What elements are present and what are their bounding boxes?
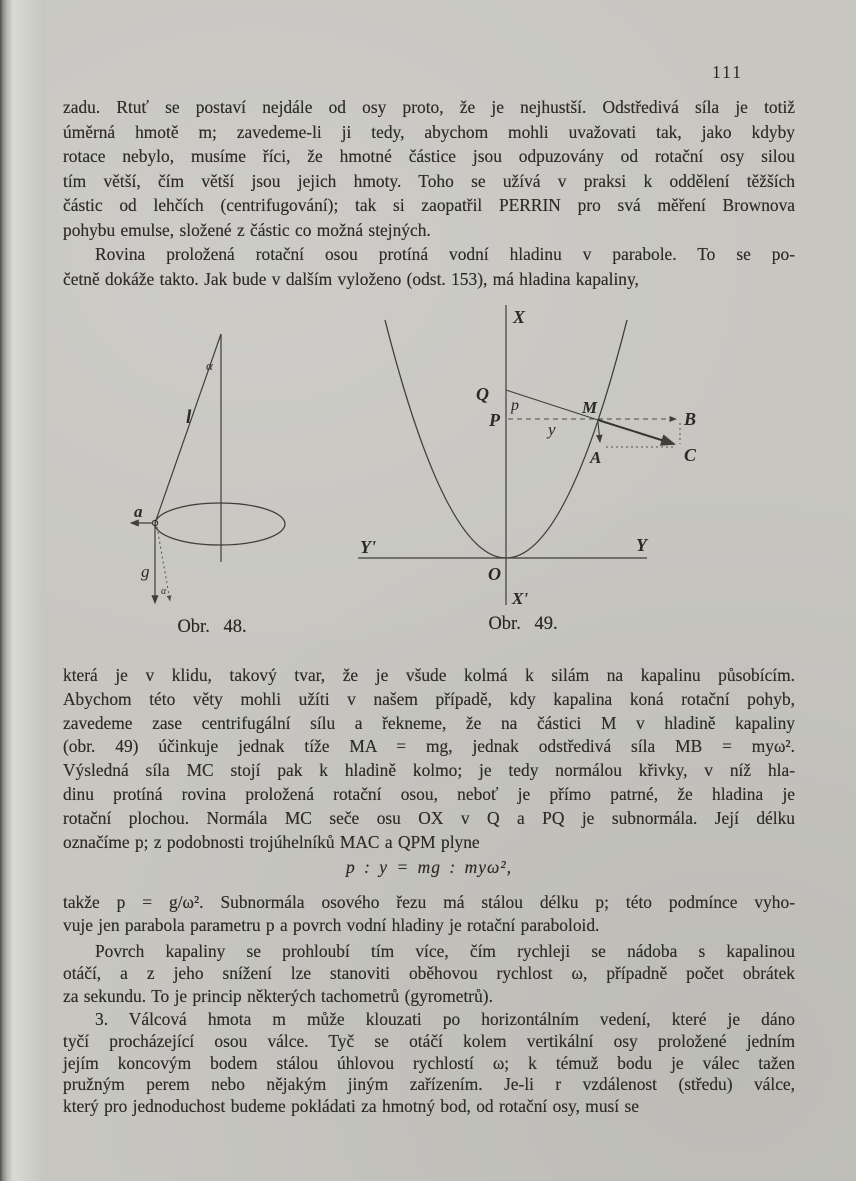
label-gravity-g: g — [141, 562, 150, 581]
text-line: Výsledná síla MC stojí pak k hladině kolmo; je tedy normálou křivky, v níž hla- — [63, 760, 795, 781]
label-point-C: C — [684, 445, 697, 465]
text-line: dinu protíná rovina proložená rotační osou, neboť je přímo patrné, že hladina je — [63, 783, 795, 804]
text-line: pružným perem nebo nějakým jiným zařízením. Je-li r vzdálenost (středu) válce, — [63, 1074, 795, 1095]
text-line: četně dokáže takto. Jak bude v dalším vyloženo (odst. 153), má hladina kapaliny, — [63, 268, 639, 289]
label-ordinate-y: y — [548, 420, 556, 439]
text-line: úměrná hmotě m; zavedeme-li ji tedy, abychom mohli uvažovati tak, jako kdyby — [63, 121, 795, 142]
label-subnormal-p: p — [511, 397, 519, 414]
paragraph-block-middle — [63, 664, 795, 854]
text-line: která je v klidu, takový tvar, že je všude kolmá k silám na kapalinu působícím. — [63, 665, 795, 685]
text-line: vuje jen parabola parametru p a povrch vodní hladiny je rotační paraboloid. — [63, 915, 600, 935]
text-line: Povrch kapaliny se prohloubí tím více, čím rychleji se nádoba s kapalinou — [95, 941, 795, 961]
text-line: zadu. Rtuť se postaví nejdále od osy proto, že je nejhustší. Odstředivá síla je totiž — [63, 97, 795, 117]
text-line: zavedeme zase centrifugální sílu a řekneme, že na částici M v hladině kapaliny — [63, 712, 795, 733]
proportion-formula: p : y = mg : myω², — [345, 857, 512, 877]
text-line: který pro jednoduchost budeme pokládati za hmotný bod, od rotační osy, musí se — [63, 1096, 639, 1117]
label-point-B: B — [684, 409, 697, 429]
label-axis-Y-prime: Y' — [360, 537, 376, 557]
text-line: částic od lehčích (centrifugování); tak si zaopatřil PERRIN pro svá měření Brownova — [63, 195, 795, 215]
label-string-l: l — [186, 407, 192, 428]
label-axis-X: X — [513, 307, 526, 327]
label-point-Q: Q — [476, 384, 489, 404]
figure-49-parabola-diagram — [350, 303, 790, 618]
rotation-circle — [155, 503, 285, 545]
text-line: (obr. 49) účinkuje jednak tíže MA = mg, jednak odstředivá síla MB = myω². — [63, 736, 795, 757]
gravity-MA-arrow — [598, 422, 600, 442]
paragraph-block-after-formula — [63, 891, 795, 937]
text-line: označíme p; z podobnosti trojúhelníků MAC a QPM plyne — [63, 831, 480, 852]
text-line: jejím koncovým bodem stálou úhlovou rychlostí ω; k témuž bodu je válec tažen — [63, 1052, 795, 1073]
text-line: rotační plochou. Normála MC seče osu OX v Q a PQ je subnormála. Její délku — [63, 807, 795, 828]
label-alpha: α — [206, 358, 213, 373]
figure-48-caption: Obr. 48. — [177, 617, 247, 637]
figure-48-pendulum-diagram — [118, 325, 323, 617]
text-line: za sekundu. To je princip některých tachometrů (gyrometrů). — [63, 985, 493, 1006]
label-alpha-small: α — [161, 586, 167, 597]
paragraph-block-top — [63, 95, 795, 291]
text-line: Abychom této věty mohli užíti v našem případě, kdy kapalina koná rotační pohyb, — [63, 688, 795, 709]
label-point-P: P — [489, 410, 500, 430]
label-origin-O: O — [488, 564, 501, 584]
label-acceleration-a: a — [134, 502, 143, 521]
label-axis-X-prime: X' — [512, 589, 529, 608]
paragraph-block-item-3 — [63, 1009, 795, 1118]
text-line: pohybu emulse, složené z částic co možná stejných. — [63, 219, 431, 240]
force-MC-arrow — [598, 420, 674, 444]
label-axis-Y: Y — [636, 535, 647, 555]
text-line: Rovina proložená rotační osou protíná vodní hladinu v parabole. To se po- — [95, 244, 795, 264]
page-gutter-shadow — [0, 0, 46, 1181]
label-point-M: M — [582, 398, 598, 417]
paragraph-block-tachometer — [63, 940, 795, 1007]
text-line: otáčí, a z jeho snížení lze stanoviti oběhovou rychlost ω, případně počet obrátek — [63, 963, 795, 984]
text-line: rotace nebylo, musíme říci, že hmotné částice jsou odpuzovány od rotační osy silou — [63, 146, 795, 166]
label-point-A: A — [590, 448, 602, 467]
text-line: tím větší, čím větší jsou jejich hmoty. Toho se užívá v praksi k oddělení těžších — [63, 170, 795, 191]
page-number: 111 — [712, 62, 743, 82]
text-line: 3. Válcová hmota m může klouzati po horizontálním vedení, které je dáno — [95, 1009, 795, 1029]
text-line: takže p = g/ω². Subnormála osového řezu má stálou délku p; této podmínce vyho- — [63, 892, 795, 912]
figure-49-caption: Obr. 49. — [488, 614, 558, 634]
text-line: tyčí procházející osou válce. Tyč se otáčí kolem vertikální osy proložené jedním — [63, 1030, 795, 1051]
